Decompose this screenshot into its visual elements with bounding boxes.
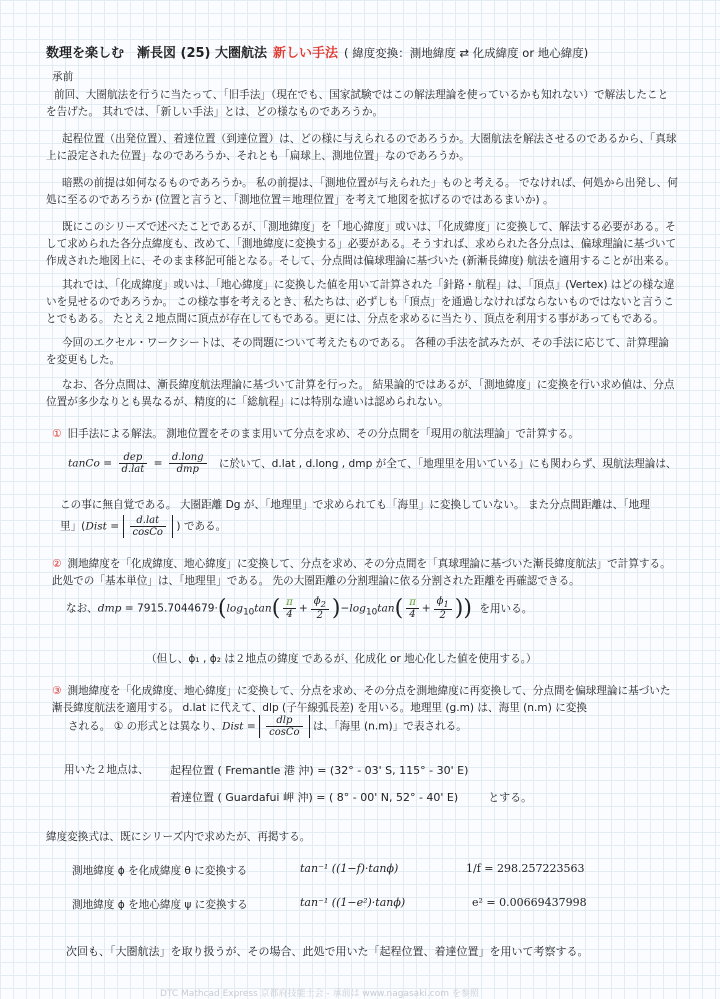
- conversion-row-2-label: 測地緯度 ϕ を地心緯度 ψ に変換する: [72, 899, 248, 911]
- intro-label: 承前: [52, 71, 74, 83]
- page-title: [46, 42, 588, 61]
- points-label: 用いた２地点は、: [64, 764, 149, 776]
- conversion-row-2-param: e² = 0.00669437998: [472, 896, 587, 909]
- conversion-row-1-param: 1/f = 298.257223563: [466, 862, 585, 875]
- intro-paragraph-4: 既にこのシリーズで述べたことであるが、「測地緯度」を「地心緯度」或いは、「化成緯度」に変換して、解法する必要がある。そして求められた各分点緯度も、改めて、「測地緯度に変換する」必要がある。そうすれば、求められた各分点は、偏球理論に基づいて作成された地図上に、そのまま移記可能となる。そして、分点間は偏球理論に基づいた (新漸長緯度) 航法を適用することが出来る。: [46, 221, 677, 267]
- frac-dep-dlat: $\frac{\text{dep}}{\text{d.lat}}$: [119, 452, 148, 475]
- method1-formula: tanCo = $\frac{\text{dep}}{\text{d.lat}}$ = $\frac{\text{d.long}}{\text{dmp}}$ に於いて、d.lat , d.long , dmp が全て、「地理里を用いている」にも関わらず、現航法理論は、: [68, 452, 677, 475]
- conversion-intro: 緯度変換式は、既にシリーズ内で求めたが、再掲する。: [46, 831, 311, 843]
- intro-paragraph-2: 起程位置（出発位置）、着達位置（到達位置）は、どの様に与えられるのであろうか。大圏航法を解法させるのであるから、「真球上に設定された位置」なのであろうか、それとも「扁球上、測地位置」なのであろうか。: [46, 133, 677, 162]
- method1-heading: ① 旧手法による解法。 測地位置をそのまま用いて分点を求め、その分点間を「現用の航法理論」で計算する。: [52, 428, 579, 440]
- method1-note-b: 里」(Dist = $\frac{\text{d.lat}}{\text{cosCo}}$ ) である。: [60, 515, 227, 538]
- title-subtitle: ( 緯度変換：測地緯度 ⇄ 化成緯度 or 地心緯度): [344, 46, 589, 60]
- method3-heading: ③ 測地緯度を「化成緯度、地心緯度」に変換して、分点を求め、その分点を測地緯度に再変換して、分点間を偏球理論に基づいた漸長緯度航法を適用する。 d.lat に代えて、dlp (子午線弧長差) を用いる。地理里 (g.m) は、海里 (n.m) に変換: [52, 685, 671, 714]
- method2-heading: ② 測地緯度を「化成緯度、地心緯度」に変換して、分点を求め、その分点間を「真球理論に基づいた漸長緯度航法」で計算する。此処での「基本単位」は、「地理里」である。 先の大圏距離の分割理論に依る分割された距離を再確認できる。: [52, 558, 671, 587]
- intro-paragraph-3: 暗黙の前提は如何なるものであろうか。 私の前提は、「測地位置が与えられた」ものと考える。 でなければ、何処から出発し、何処に至るのであろうか (位置と言うと、「測地位置＝地理位置」を考えて地図を拡げるのではあるまいか) 。: [46, 177, 678, 206]
- conversion-row-1-formula: tan⁻¹ ((1−f)·tanϕ): [300, 862, 399, 875]
- departure-position: 起程位置 ( Fremantle 港 沖) = (32° - 03' S, 115° - 30' E): [170, 764, 469, 777]
- intro-paragraph-5: 其れでは、「化成緯度」或いは、「地心緯度」に変換した値を用いて計算された「針路・航程」は、「頂点」(Vertex) はどの様な違いを見せるのであろうか。 この様な事を考えるとき、私たちは、必ずしも「頂点」を通過しなければならないものではないと言うことでもある。 たとえ２地点間に頂点が存在してもである。更には、分点を求めるに当たり、頂点を利用する事があってもである。: [46, 279, 675, 325]
- footer-watermark: DTC Mathcad Express 京都府技能士会 - 承前は www.nagasaki.com を参照: [160, 989, 479, 999]
- method3-marker: ③: [52, 685, 62, 697]
- method2-marker: ②: [52, 558, 62, 570]
- intro-paragraph-6: 今回のエクセル・ワークシートは、その問題について考えたものである。 各種の手法を試みたが、その手法に応じて、計算理論を変更もした。: [46, 337, 669, 366]
- intro-paragraph-7: なお、各分点間は、漸長緯度航法理論に基づいて計算を行った。 結果論的ではあるが、「測地緯度」に変換を行い求め値は、分点位置が多少なりとも異なるが、精度的に「総航程」には特別な違いは認められない。: [46, 379, 675, 408]
- arrival-position: 着達位置 ( Guardafui 岬 沖) = ( 8° - 00' N, 52° - 40' E) とする。: [170, 791, 533, 804]
- intro-paragraph-1: 前回、大圏航法を行うに当たって、「旧手法」（現在でも、国家試験ではこの解法理論を使っているかも知れない）で解法したことを告げた。 其れでは、「新しい手法」とは、どの様なものであろうか。: [46, 89, 669, 118]
- method2-note: （但し、ϕ₁ , ϕ₂ は２地点の緯度 であるが、化成化 or 地心化した値を使用する。）: [146, 653, 537, 665]
- method3-line2: される。 ① の形式とは異なり、Dist = $\frac{\text{dlp}}{\text{cosCo}}$ は、「海里 (n.m)」で表される。: [68, 715, 467, 738]
- conversion-row-1-label: 測地緯度 ϕ を化成緯度 θ に変換する: [72, 865, 248, 877]
- closing-text: 次回も、「大圏航法」を取り扱うが、その場合、此処で用いた「起程位置、着達位置」を用いて考察する。: [66, 945, 589, 958]
- method2-formula: なお、dmp = $7915.7044679\cdot(\log_{10}\tan$( $\frac{\pi}{4}$ + $\frac{\phi_2}{2}$ )$-\log_{10}\tan$( $\frac{\pi}{4}$ + $\frac{\phi_1}{2}$ )) を用いる。: [66, 596, 533, 621]
- title-highlight: 新しい手法: [273, 46, 339, 61]
- method1-note-a: この事に無自覚である。 大圏距離 Dg が、「地理里」で求められても「海里」に変換していない。 また分点間距離は、「地理: [60, 499, 650, 511]
- method1-marker: ①: [52, 428, 62, 440]
- conversion-row-2-formula: tan⁻¹ ((1−e²)·tanϕ): [300, 896, 406, 909]
- method1-formula-text: に於いて、d.lat , d.long , dmp が全て、「地理里を用いている」にも関わらず、現航法理論は、: [218, 457, 677, 470]
- title-main: 数理を楽しむ 漸長図 (25) 大圏航法: [46, 46, 268, 61]
- frac-dlong-dmp: $\frac{\text{d.long}}{\text{dmp}}$: [169, 452, 207, 475]
